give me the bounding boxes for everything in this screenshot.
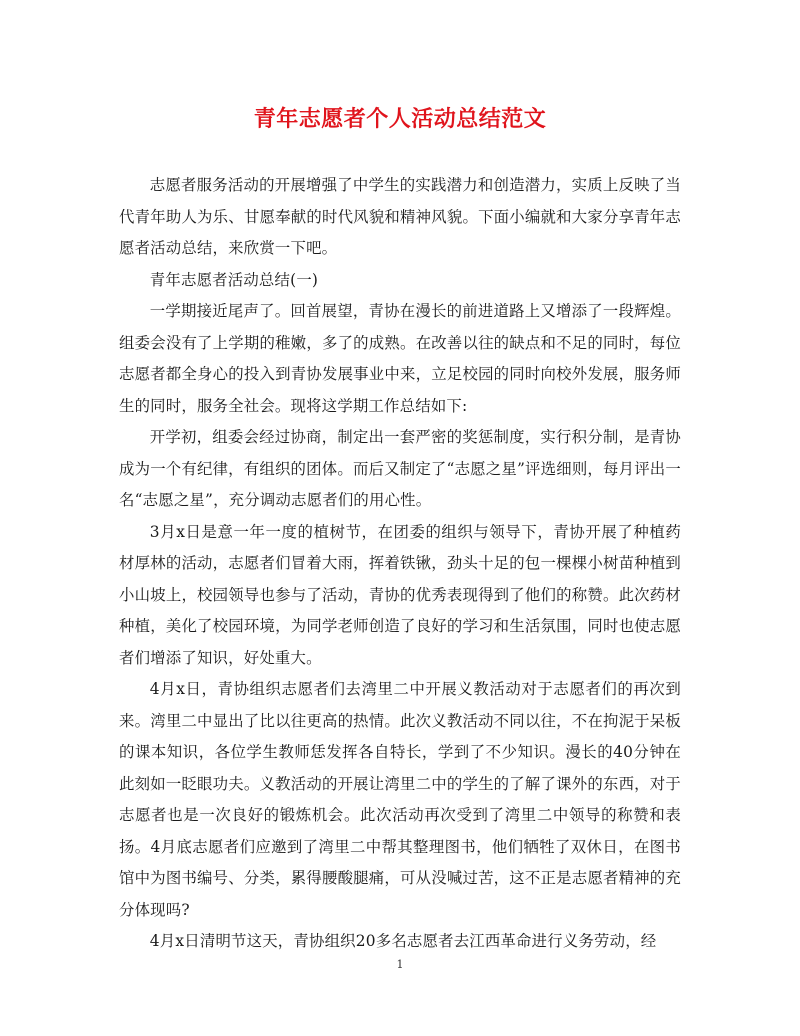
body-paragraph: 3月x日是意一年一度的植树节，在团委的组织与领导下，青协开展了种植药材厚林的活动，志愿者们冒着大雨，挥着铁锹，劲头十足的包一棵棵小树苗种植到小山坡上，校园领导也参与了活动，青协的优秀表现得到了他们的称赞。此次药材种植，美化了校园环境，为同学老师创造了良好的学习和生活氛围，同时也使志愿者们增添了知识，好处重大。 [119,522,681,667]
body-paragraph: 4月x日清明节这天，青协组织20多名志愿者去江西革命进行义务劳动，经 [149,932,657,950]
body-paragraph: 开学初，组委会经过协商，制定出一套严密的奖惩制度，实行积分制，是青协成为一个有纪律，有组织的团体。而后又制定了“志愿之星”评选细则，每月评出一名“志愿之星”，充分调动志愿者们的用心性。 [119,428,681,509]
document-body [119,170,681,958]
section-heading: 青年志愿者活动总结(一) [149,270,319,289]
body-paragraph: 4月x日，青协组织志愿者们去湾里二中开展义教活动对于志愿者们的再次到来。湾里二中显出了比以往更高的热情。此次义教活动不同以往，不在拘泥于呆板的课本知识，各位学生教师恁发挥各自特长，学到了不少知识。漫长的40分钟在此刻如一眨眼功夫。义教活动的开展让湾里二中的学生的了解了课外的东西，对于志愿者也是一次良好的锻炼机会。此次活动再次受到了湾里二中领导的称赞和表扬。4月底志愿者们应邀到了湾里二中帮其整理图书，他们牺牲了双休日，在图书馆中为图书编号、分类，累得腰酸腿痛，可从没喊过苦，这不正是志愿者精神的充分体现吗? [119,680,681,919]
document-title: 青年志愿者个人活动总结范文 [253,106,547,132]
body-paragraph: 一学期接近尾声了。回首展望，青协在漫长的前进道路上又增添了一段辉煌。组委会没有了上学期的稚嫩，多了的成熟。在改善以往的缺点和不足的同时，每位志愿者都全身心的投入到青协发展事业中来，立足校园的同时向校外发展，服务师生的同时，服务全社会。现将这学期工作总结如下: [119,302,681,415]
intro-paragraph: 志愿者服务活动的开展增强了中学生的实践潜力和创造潜力，实质上反映了当代青年助人为乐、甘愿奉献的时代风貌和精神风貌。下面小编就和大家分享青年志愿者活动总结，来欣赏一下吧。 [119,176,681,257]
page-number: 1 [396,958,404,971]
